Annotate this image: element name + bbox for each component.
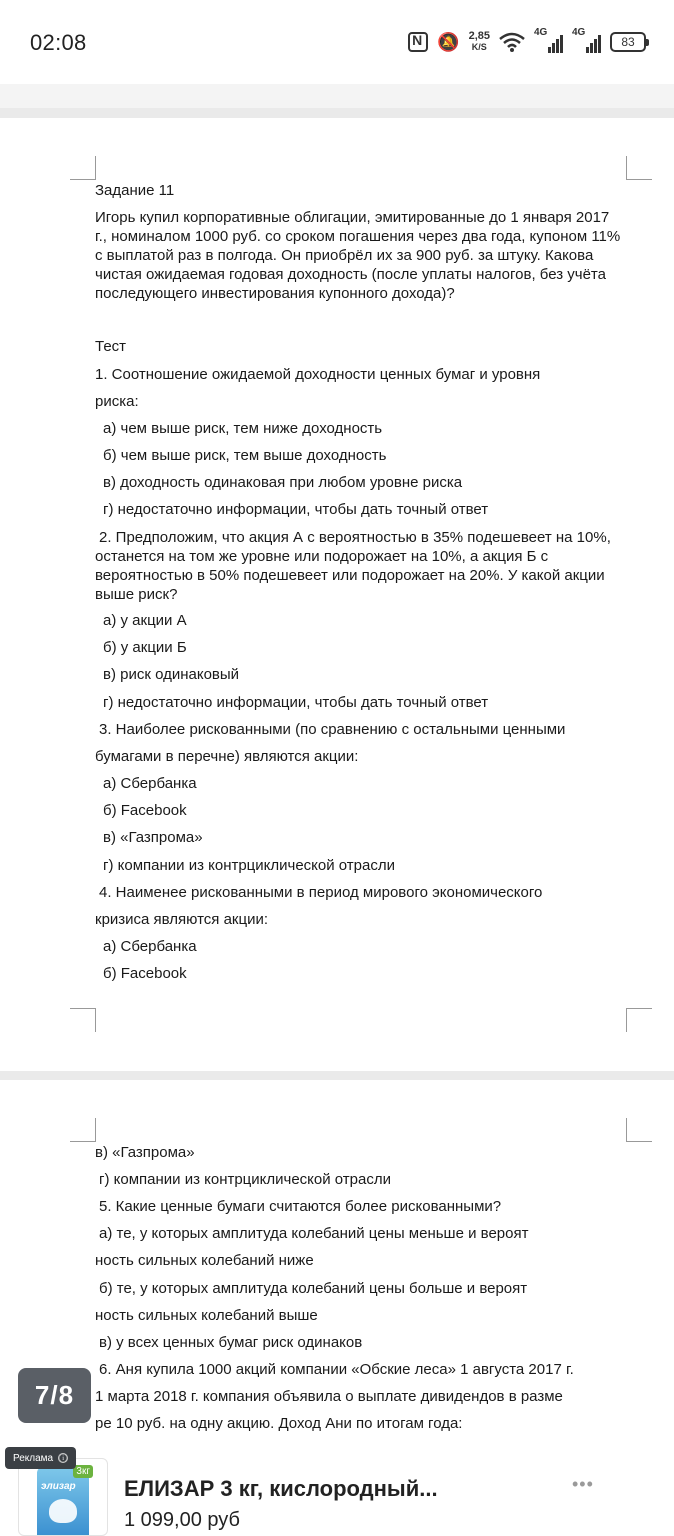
- wifi-icon: [499, 32, 525, 52]
- answer-option: г) компании из контрциклической отрасли: [103, 857, 395, 874]
- cat-mascot-icon: [49, 1499, 77, 1523]
- question-text: 3. Наиболее рискованными (по сравнению с остальными ценными: [99, 721, 566, 738]
- question-text: бумагами в перечне) являются акции:: [95, 748, 359, 765]
- answer-option: а) чем выше риск, тем ниже доходность: [103, 420, 383, 437]
- question-text: 1. Соотношение ожидаемой доходности ценных бумаг и уровня: [95, 366, 541, 383]
- answer-option: г) недостаточно информации, чтобы дать точный ответ: [103, 694, 489, 711]
- task-title: Задание 11: [95, 182, 175, 199]
- answer-option: а) Сбербанка: [103, 938, 197, 955]
- page-corner-mark: [626, 156, 652, 180]
- answer-option: в) риск одинаковый: [103, 666, 240, 683]
- page-corner-mark: [626, 1008, 652, 1032]
- question-text: 2. Предположим, что акция А с вероятностью в 35% подешевеет на 10%, останется на том же уровне или подорожает на 10%, а акция Б с вероятностью в 50% подешевеет или подорожает на 20%. У какой акции выше риск?: [95, 529, 611, 603]
- document-page[interactable]: [0, 118, 674, 1073]
- answer-option: г) компании из контрциклической отрасли: [99, 1171, 391, 1188]
- answer-option: а) Сбербанка: [103, 775, 197, 792]
- answer-option: б) у акции Б: [103, 639, 187, 656]
- info-icon[interactable]: ⓘ: [59, 1453, 68, 1463]
- question-text: ре 10 руб. на одну акцию. Доход Ани по итогам года:: [95, 1415, 463, 1432]
- page-gap: [0, 1071, 674, 1080]
- battery-icon: 83: [610, 32, 646, 52]
- answer-option: ность сильных колебаний выше: [95, 1307, 318, 1324]
- page-corner-mark: [626, 1118, 652, 1142]
- answer-option: в) «Газпрома»: [103, 829, 203, 846]
- page-corner-mark: [70, 1008, 96, 1032]
- question-text: кризиса являются акции:: [95, 911, 269, 928]
- answer-option: б) чем выше риск, тем выше доходность: [103, 447, 387, 464]
- answer-option: б) те, у которых амплитуда колебаний цены больше и вероят: [99, 1280, 528, 1297]
- ad-title[interactable]: ЕЛИЗАР 3 кг, кислородный...: [124, 1476, 438, 1501]
- signal-4g-icon: 4G: [534, 31, 563, 53]
- product-brand-logo: элизар: [41, 1481, 76, 1492]
- page-corner-mark: [70, 156, 96, 180]
- more-options-icon[interactable]: •••: [572, 1474, 594, 1494]
- test-title: Тест: [95, 338, 127, 355]
- answer-option: а) у акции А: [103, 612, 187, 629]
- question-text: 4. Наименее рискованными в период мирового экономического: [99, 884, 543, 901]
- nfc-icon: [408, 32, 428, 52]
- question-text: 1 марта 2018 г. компания объявила о выплате дивидендов в разме: [95, 1388, 563, 1405]
- product-weight-tag: 3кг: [73, 1465, 93, 1478]
- network-speed: 2,85 K/S: [468, 30, 490, 52]
- ad-product-image[interactable]: [18, 1458, 108, 1536]
- answer-option: г) недостаточно информации, чтобы дать точный ответ: [103, 501, 489, 518]
- answer-option: в) у всех ценных бумаг риск одинаков: [99, 1334, 363, 1351]
- question-text: риска:: [95, 393, 139, 410]
- page-indicator[interactable]: 7/8: [18, 1368, 91, 1423]
- answer-option: б) Facebook: [103, 802, 187, 819]
- ad-price: 1 099,00 руб: [124, 1509, 240, 1531]
- status-icons: [408, 28, 646, 56]
- ad-label[interactable]: Реклама ⓘ: [5, 1447, 76, 1469]
- question-text: 6. Аня купила 1000 акций компании «Обские леса» 1 августа 2017 г.: [99, 1361, 574, 1378]
- question-text: 5. Какие ценные бумаги считаются более рискованными?: [99, 1198, 502, 1215]
- answer-option: в) доходность одинаковая при любом уровне риска: [103, 474, 463, 491]
- answer-option: б) Facebook: [103, 965, 187, 982]
- answer-option: ность сильных колебаний ниже: [95, 1252, 314, 1269]
- task-text: Игорь купил корпоративные облигации, эмитированные до 1 января 2017 г., номиналом 1000 руб. со сроком погашения через два года, купоном 11% с выплатой раз в полгода. Он приобрёл их за 900 руб. за штуку. Какова чистая ожидаемая годовая доходность (после уплаты налогов, без учёта последующего инвестирования купонного дохода)?: [95, 209, 621, 302]
- page-gap: [0, 108, 674, 118]
- signal-4g-icon: 4G: [572, 31, 601, 53]
- status-bar: [0, 0, 674, 84]
- answer-option: а) те, у которых амплитуда колебаний цены меньше и вероят: [99, 1225, 529, 1242]
- clock: 02:08: [30, 30, 87, 55]
- page-corner-mark: [70, 1118, 96, 1142]
- answer-option: в) «Газпрома»: [95, 1144, 195, 1161]
- mute-bell-icon: 🔕: [437, 31, 460, 52]
